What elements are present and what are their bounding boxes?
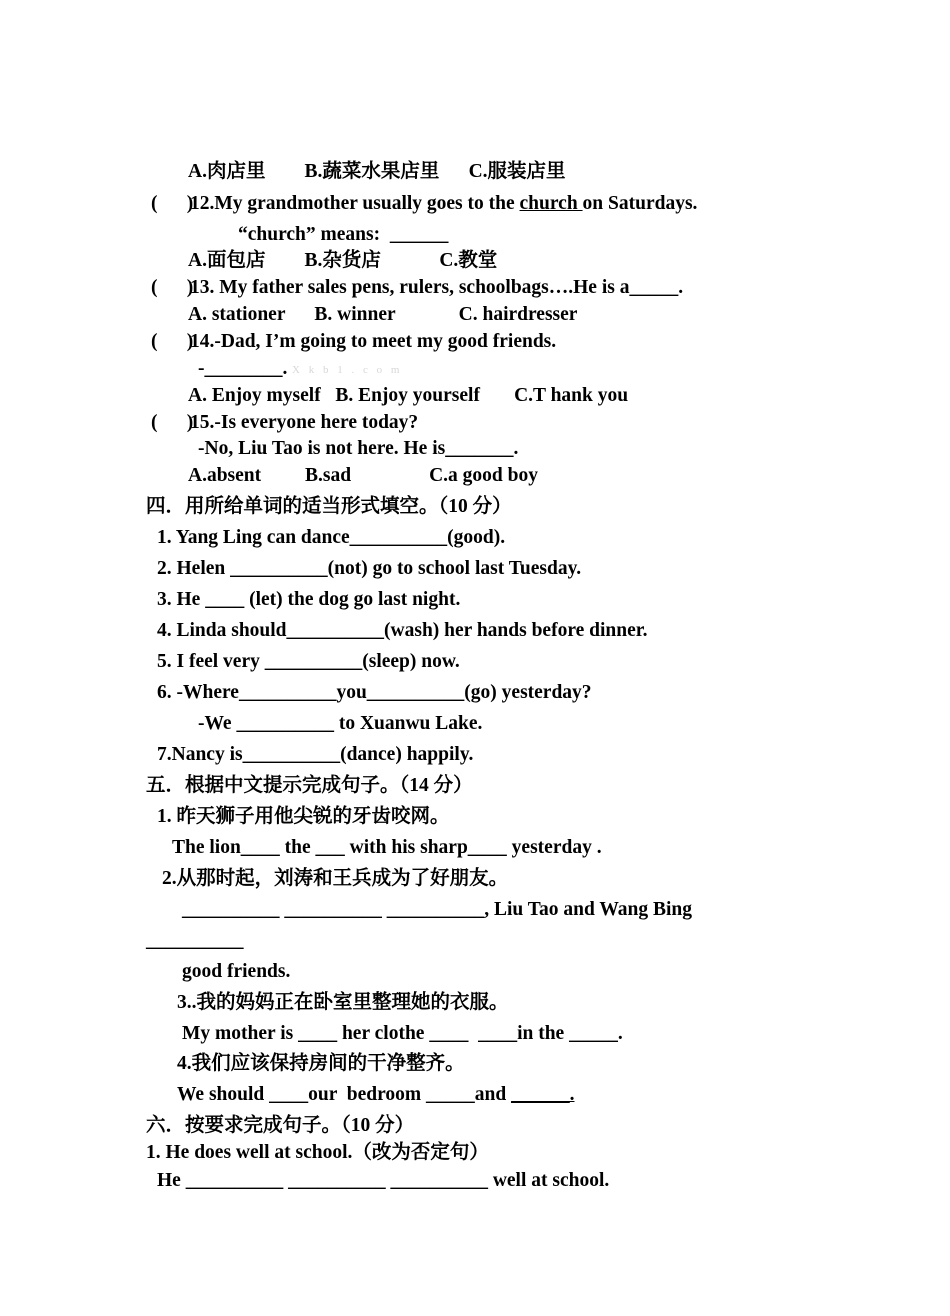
s4-main: We should ____our bedroom _____and bbox=[177, 1084, 512, 1105]
q12-options: A.面包店 B.杂货店 C.教堂 bbox=[188, 250, 498, 271]
section6-answer: He __________ __________ __________ well at school. bbox=[157, 1170, 610, 1191]
q13-question: 13. My father sales pens, rulers, schoolbags….He is a_____. bbox=[190, 277, 684, 298]
section4-item: 2. Helen __________(not) go to school last Tuesday. bbox=[157, 558, 582, 579]
section4-item: 1. Yang Ling can dance__________(good). bbox=[157, 527, 506, 548]
q12-answer-paren: ( ) bbox=[151, 193, 194, 214]
section5-sentence-en-end: good friends. bbox=[182, 961, 291, 982]
q12-text-after: on Saturdays. bbox=[582, 193, 698, 214]
section4-item: 4. Linda should__________(wash) her hands before dinner. bbox=[157, 620, 648, 641]
section5-sentence-cn: 1. 昨天狮子用他尖锐的牙齿咬网。 bbox=[157, 806, 450, 827]
section6-sentence: 1. He does well at school.（改为否定句） bbox=[146, 1142, 489, 1163]
section5-heading: 五．根据中文提示完成句子。（14 分） bbox=[146, 775, 473, 796]
section5-sentence-en-cont: __________ bbox=[146, 930, 244, 951]
section5-sentence-cn: 2.从那时起，刘涛和王兵成为了好朋友。 bbox=[162, 868, 509, 889]
section5-sentence-en: My mother is ____ her clothe ____ ____in the _____. bbox=[182, 1023, 623, 1044]
q13-options: A. stationer B. winner C. hairdresser bbox=[188, 304, 578, 325]
q12-underlined-word: church bbox=[519, 193, 583, 214]
section4-item: 7.Nancy is__________(dance) happily. bbox=[157, 744, 474, 765]
section5-sentence-en bbox=[177, 1085, 574, 1105]
section4-item: 3. He ____ (let) the dog go last night. bbox=[157, 589, 461, 610]
q12-text-before: 12.My grandmother usually goes to the bbox=[190, 193, 520, 214]
section5-sentence-cn: 4.我们应该保持房间的干净整齐。 bbox=[177, 1053, 465, 1074]
section5-sentence-en: The lion____ the ___ with his sharp____ yesterday . bbox=[172, 837, 602, 858]
q14-answer-paren: ( ) bbox=[151, 331, 194, 352]
q11-options: A.肉店里 B.蔬菜水果店里 C.服装店里 bbox=[188, 161, 566, 182]
s4-tail: ______. bbox=[511, 1084, 575, 1105]
section4-item: -We __________ to Xuanwu Lake. bbox=[198, 713, 483, 734]
q15-reply: -No, Liu Tao is not here. He is_______. bbox=[198, 438, 519, 459]
q15-question: 15.-Is everyone here today? bbox=[190, 412, 419, 433]
section4-item: 5. I feel very __________(sleep) now. bbox=[157, 651, 460, 672]
q14-question: 14.-Dad, I’m going to meet my good friends. bbox=[190, 331, 557, 352]
q12-question bbox=[190, 194, 697, 214]
q15-answer-paren: ( ) bbox=[151, 412, 194, 433]
q13-answer-paren: ( ) bbox=[151, 277, 194, 298]
section4-item: 6. -Where__________you__________(go) yesterday? bbox=[157, 682, 592, 703]
q12-means: “church” means: ______ bbox=[238, 224, 449, 245]
section6-heading: 六．按要求完成句子。（10 分） bbox=[146, 1115, 415, 1136]
q14-options: A. Enjoy myself B. Enjoy yourself C.T hank you bbox=[188, 385, 629, 406]
section5-sentence-cn: 3..我的妈妈正在卧室里整理她的衣服。 bbox=[177, 992, 509, 1013]
section5-sentence-en: __________ __________ __________, Liu Tao and Wang Bing bbox=[182, 899, 693, 920]
watermark: X k b 1 . c o m bbox=[292, 364, 403, 376]
q15-options: A.absent B.sad C.a good boy bbox=[188, 465, 538, 486]
q14-reply: -________. bbox=[198, 358, 288, 379]
section4-heading: 四．用所给单词的适当形式填空。（10 分） bbox=[146, 496, 512, 517]
